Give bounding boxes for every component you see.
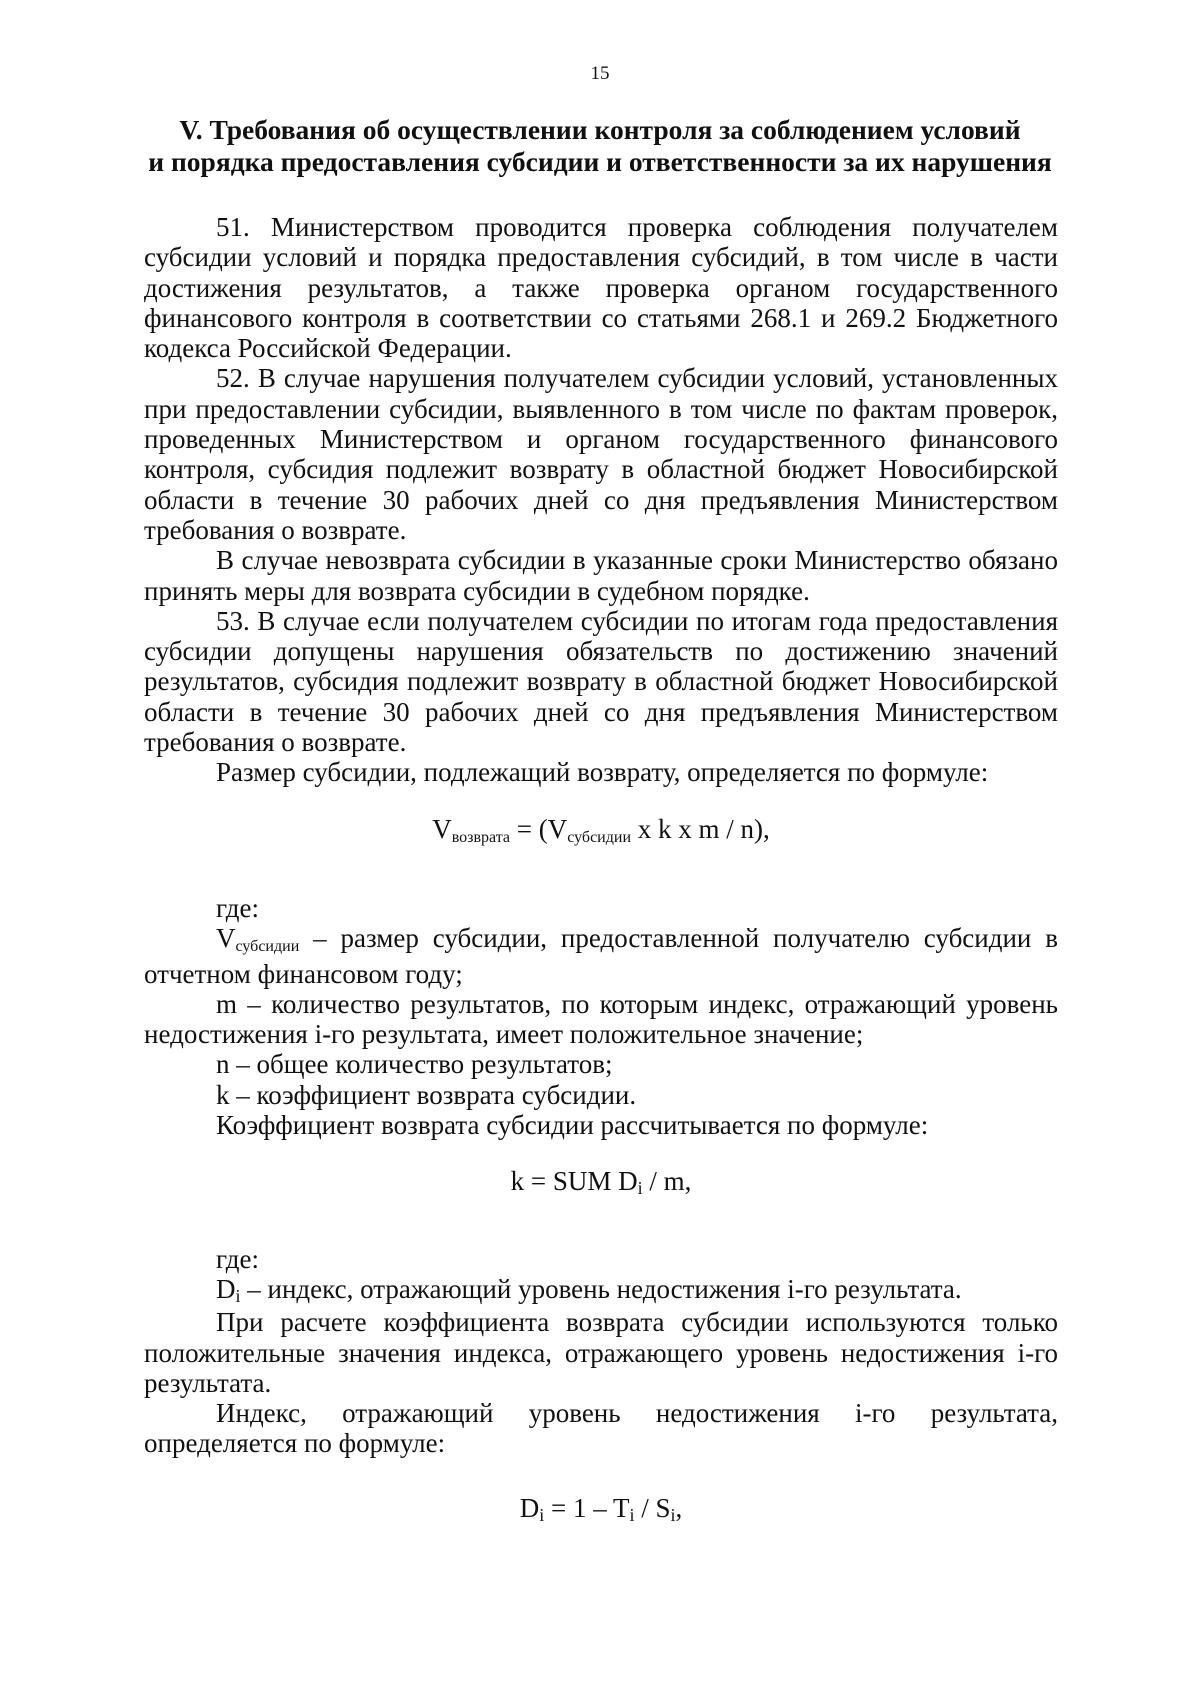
formula-return-amount: [144, 814, 1058, 849]
formula-k-rest: / m,: [642, 1166, 692, 1197]
formula-rest: x k x m / n),: [631, 813, 770, 844]
section-title-line-2: и порядка предоставления субсидии и ответственности за их нарушения: [148, 146, 1052, 177]
formula-index: [144, 1493, 1058, 1526]
section-title: [100, 114, 1100, 178]
formula-d-mid: = 1 – T: [544, 1492, 630, 1523]
coefficient-formula-intro: Коэффициент возврата субсидии рассчитывается по формуле:: [216, 1110, 929, 1141]
coefficient-note: При расчете коэффициента возврата субсидии используются только положительные значения индекса, отражающего уровень недостижения i-го результата.: [144, 1307, 1058, 1398]
formula-t-subscript: i: [629, 1504, 635, 1525]
def-d-text: – индекс, отражающий уровень недостижения i-го результата.: [240, 1273, 962, 1304]
formula-d-end: ,: [675, 1492, 683, 1523]
paragraph-53-formula-intro: Размер субсидии, подлежащий возврату, определяется по формуле:: [216, 757, 989, 788]
definition-m: m – количество результатов, по которым индекс, отражающий уровень недостижения i-го результата, имеет положительное значение;: [144, 988, 1058, 1050]
def-d-symbol: D: [216, 1273, 236, 1304]
paragraph-53: 53. В случае если получателем субсидии по итогам года предоставления субсидии допущены нарушения обязательств по достижению значений результатов, субсидия подлежит возврату в областной бюджет Новосибирской области в течение 30 рабочих дней со дня предъявления Министерством требования о возврате.: [144, 605, 1058, 758]
formula-vs-subscript: субсидии: [567, 828, 631, 846]
def-v-text: – размер субсидии, предоставленной получателю субсидии в отчетном финансовом году;: [144, 923, 1058, 989]
formula-d-symbol: D: [519, 1492, 540, 1523]
formula-s-subscript: i: [670, 1504, 676, 1525]
formula-d-subscript: i: [539, 1504, 545, 1525]
section-title-line-1: V. Требования об осуществлении контроля за соблюдением условий: [179, 114, 1021, 145]
formula-d-slash: / S: [634, 1492, 671, 1523]
where-label-1: где:: [216, 892, 259, 923]
definition-k: k – коэффициент возврата субсидии.: [216, 1079, 637, 1110]
formula-coefficient: [144, 1166, 1058, 1199]
formula-open-part: = (V: [510, 813, 568, 844]
def-d-subscript: i: [235, 1285, 241, 1306]
formula-v-subscript: возврата: [451, 828, 511, 846]
paragraph-52: 52. В случае нарушения получателем субсидии условий, установленных при предоставлении субсидии, выявленного в том числе по фактам проверок, проведенных Министерством и органом государственного финансового контроля, субсидия подлежит возврату в областной бюджет Новосибирской области в течение 30 рабочих дней со дня предъявления Министерством требования о возврате.: [144, 363, 1058, 545]
formula-v-symbol: V: [432, 813, 452, 844]
document-body: [144, 212, 1058, 1526]
formula-k-subscript: i: [637, 1178, 643, 1199]
paragraph-51: 51. Министерством проводится проверка соблюдения получателем субсидии условий и порядка предоставления субсидий, в том числе в части достижения результатов, а также проверка органом государственного финансового контроля в соответствии со статьями 268.1 и 269.2 Бюджетного кодекса Российской Федерации.: [144, 212, 1058, 364]
where-label-2: где:: [216, 1243, 259, 1274]
definition-v-subsidy: [144, 923, 1058, 989]
index-formula-intro: Индекс, отражающий уровень недостижения i-го результата, определяется по формуле:: [144, 1398, 1058, 1459]
def-v-subscript: субсидии: [235, 938, 300, 956]
page-number: 15: [590, 63, 610, 84]
def-v-symbol: V: [216, 923, 236, 954]
paragraph-52-continuation: В случае невозврата субсидии в указанные сроки Министерство обязано принять меры для возврата субсидии в судебном порядке.: [144, 545, 1058, 606]
definition-n: n – общее количество результатов;: [216, 1049, 613, 1080]
formula-k-lead: k = SUM D: [510, 1166, 638, 1197]
definition-d: [144, 1274, 1058, 1307]
